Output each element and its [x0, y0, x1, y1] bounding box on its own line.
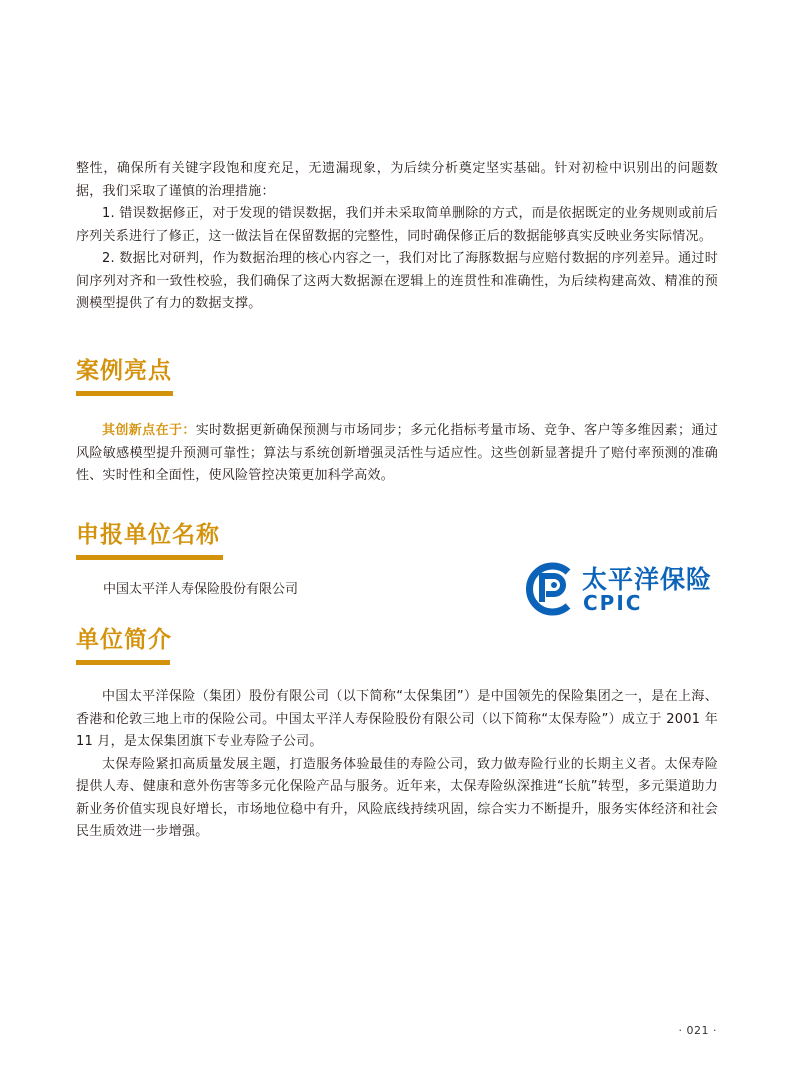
profile-paragraph-2: 太保寿险紧扣高质量发展主题，打造服务体验最佳的寿险公司，致力做寿险行业的长期主义者。太保寿险提供人寿、健康和意外伤害等多元化保险产品与服务。近年来，太保寿险纵深推进“长航”转型，多元渠道助力新业务价值实现良好增长，市场地位稳中有升，风险底线持续巩固，综合实力不断提升，服务实体经济和社会民生质效进一步增强。 — [76, 756, 718, 839]
profile-heading: 单位简介 — [76, 627, 172, 653]
intro-item-1: 1. 错误数据修正，对于发现的错误数据，我们并未采取简单删除的方式，而是依据既定的业务规则或前后序列关系进行了修正，这一做法旨在保留数据的完整性，同时确保修正后的数据能够真实反映业务实际情况。 — [76, 206, 718, 244]
intro-section — [76, 158, 718, 316]
intro-item-2: 2. 数据比对研判，作为数据治理的核心内容之一，我们对比了海豚数据与应赔付数据的序列差异。通过时间序列对齐和一致性校验，我们确保了这两大数据源在逻辑上的连贯性和准确性，为后续构建高效、精准的预测模型提供了有力的数据支撑。 — [76, 251, 718, 311]
highlights-underline — [76, 391, 173, 396]
cpic-emblem-icon — [524, 560, 578, 618]
cpic-logo-cn: 太平洋保险 — [582, 565, 713, 594]
profile-paragraph-1: 中国太平洋保险（集团）股份有限公司（以下简称“太保集团”）是中国领先的保险集团之一，是在上海、香港和伦敦三地上市的保险公司。中国太平洋人寿保险股份有限公司（以下简称“太保寿险”）成立于 2001 年 11 月，是太保集团旗下专业寿险子公司。 — [76, 689, 718, 749]
unit-underline — [76, 555, 223, 560]
highlights-lead: 其创新点在于： — [102, 423, 196, 438]
profile-underline — [76, 660, 170, 665]
highlights-text: 实时数据更新确保预测与市场同步；多元化指标考量市场、竞争、客户等多维因素；通过风险敏感模型提升预测可靠性；算法与系统创新增强灵活性与适应性。这些创新显著提升了赔付率预测的准确性、实时性和全面性，使风险管控决策更加科学高效。 — [76, 423, 718, 483]
unit-name: 中国太平洋人寿保险股份有限公司 — [103, 582, 299, 597]
page-number: · 021 · — [678, 1024, 717, 1037]
cpic-logo — [524, 558, 724, 620]
cpic-logo-en: CPIC — [583, 591, 643, 615]
highlights-section — [76, 420, 718, 488]
profile-section — [76, 686, 718, 844]
intro-paragraph: 整性，确保所有关键字段饱和度充足，无遗漏现象，为后续分析奠定坚实基础。针对初检中识别出的问题数据，我们采取了谨慎的治理措施： — [76, 161, 718, 199]
unit-heading: 申报单位名称 — [76, 522, 220, 548]
highlights-heading: 案例亮点 — [76, 358, 172, 384]
